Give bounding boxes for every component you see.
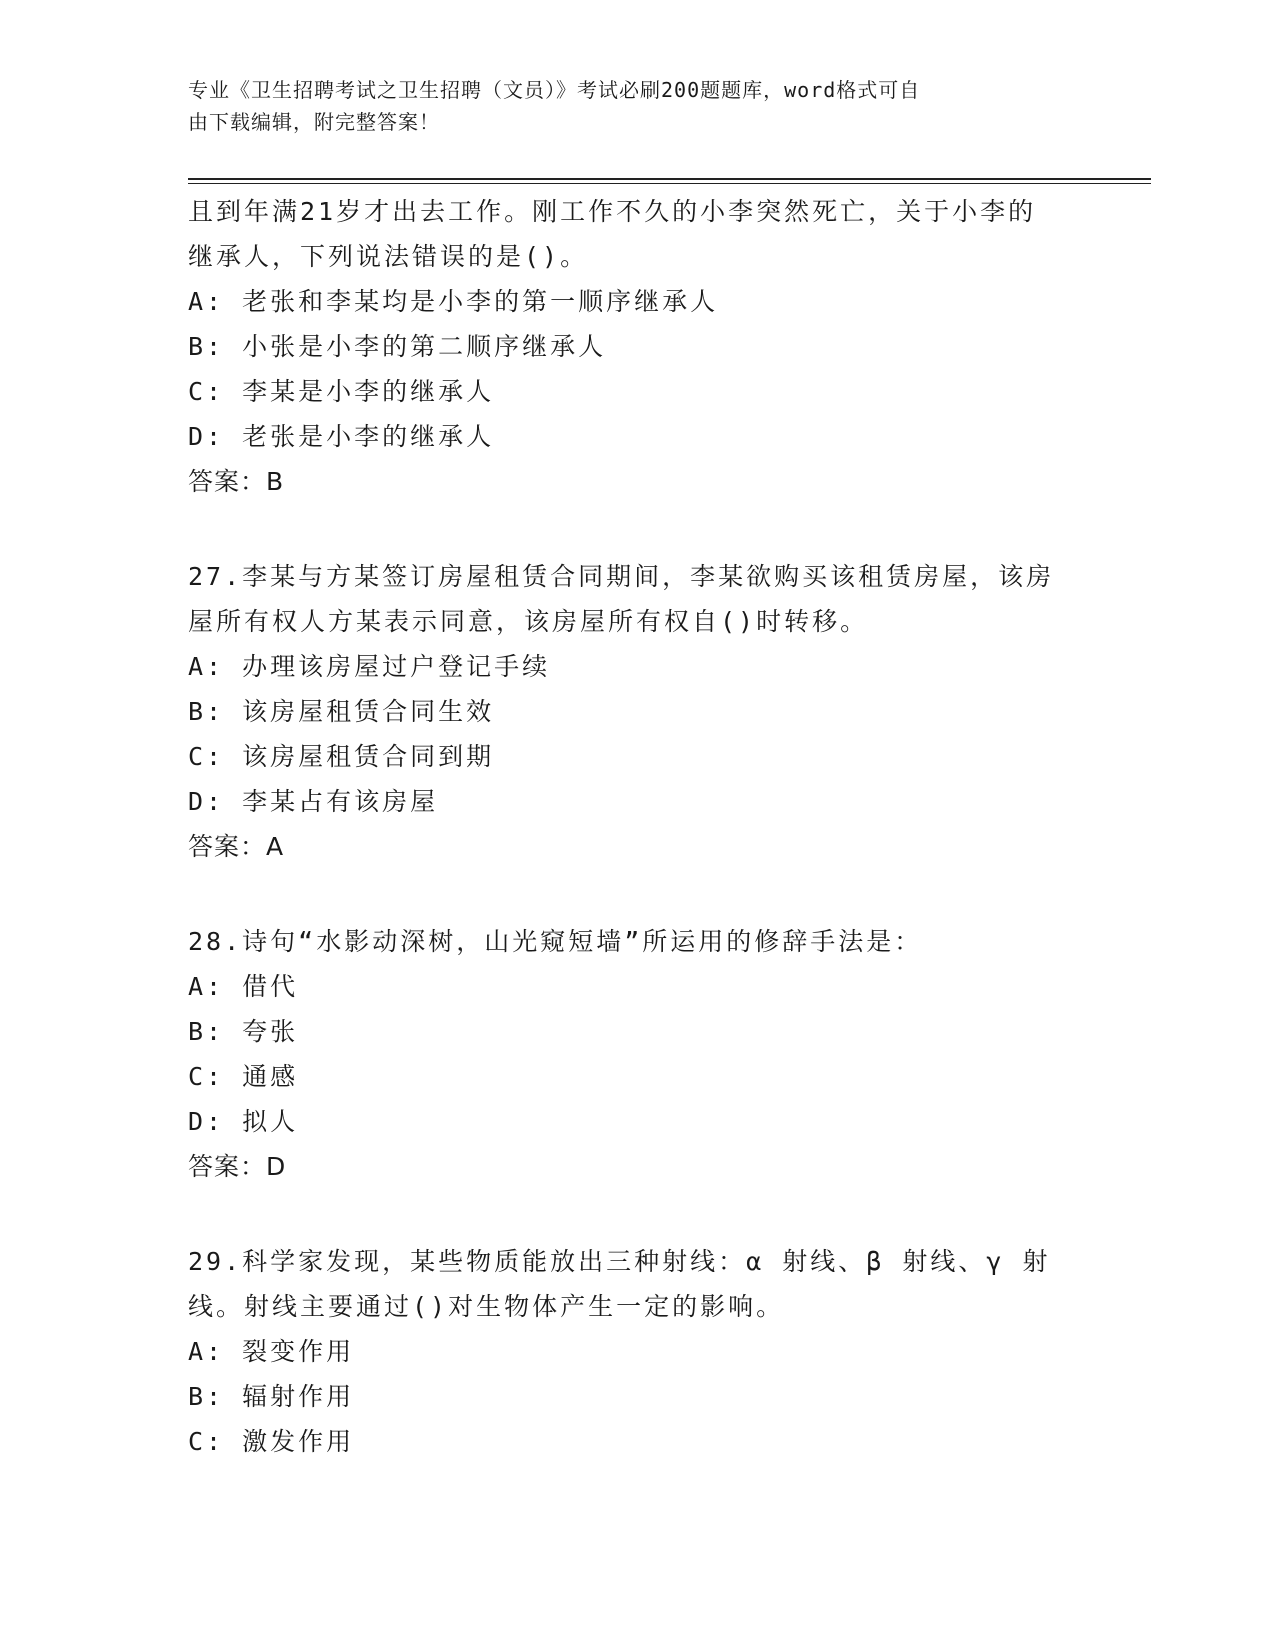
option-d: D: 拟人 — [188, 1107, 299, 1136]
question-stem: 屋所有权人方某表示同意，该房屋所有权自()时转移。 — [188, 607, 869, 636]
header-line-2: 由下载编辑，附完整答案！ — [188, 110, 440, 134]
header-rule-thick — [188, 178, 1151, 180]
header-line-1: 专业《卫生招聘考试之卫生招聘（文员）》考试必刷200题题库，word格式可自 — [188, 78, 921, 102]
option-b: B: 辐射作用 — [188, 1382, 355, 1411]
question-stem: 且到年满21岁才出去工作。刚工作不久的小李突然死亡，关于小李的 — [188, 197, 1037, 226]
option-c: C: 该房屋租赁合同到期 — [188, 742, 495, 771]
option-a: A: 老张和李某均是小李的第一顺序继承人 — [188, 287, 719, 316]
option-c: C: 激发作用 — [188, 1427, 355, 1456]
answer-line: 答案：B — [188, 467, 285, 496]
answer-line: 答案：D — [188, 1152, 287, 1181]
option-c: C: 通感 — [188, 1062, 299, 1091]
question-stem: 29.科学家发现，某些物质能放出三种射线：α 射线、β 射线、γ 射 — [188, 1247, 1051, 1276]
question-list — [188, 189, 1088, 1464]
option-a: A: 裂变作用 — [188, 1337, 355, 1366]
option-b: B: 该房屋租赁合同生效 — [188, 697, 495, 726]
question-stem: 继承人，下列说法错误的是()。 — [188, 242, 589, 271]
question-26 — [188, 189, 1088, 504]
question-stem: 线。射线主要通过()对生物体产生一定的影响。 — [188, 1292, 785, 1321]
option-d: D: 李某占有该房屋 — [188, 787, 439, 816]
option-b: B: 夸张 — [188, 1017, 299, 1046]
option-c: C: 李某是小李的继承人 — [188, 377, 495, 406]
option-a: A: 借代 — [188, 972, 299, 1001]
option-d: D: 老张是小李的继承人 — [188, 422, 495, 451]
option-b: B: 小张是小李的第二顺序继承人 — [188, 332, 607, 361]
document-header — [188, 74, 1068, 138]
answer-line: 答案：A — [188, 832, 285, 861]
question-stem: 27.李某与方某签订房屋租赁合同期间，李某欲购买该租赁房屋，该房 — [188, 562, 1055, 591]
header-rule-thin — [188, 183, 1151, 184]
question-28 — [188, 919, 1088, 1189]
question-stem: 28.诗句“水影动深树，山光窥短墙”所运用的修辞手法是： — [188, 927, 923, 956]
option-a: A: 办理该房屋过户登记手续 — [188, 652, 551, 681]
question-27 — [188, 554, 1088, 869]
question-29 — [188, 1239, 1088, 1464]
